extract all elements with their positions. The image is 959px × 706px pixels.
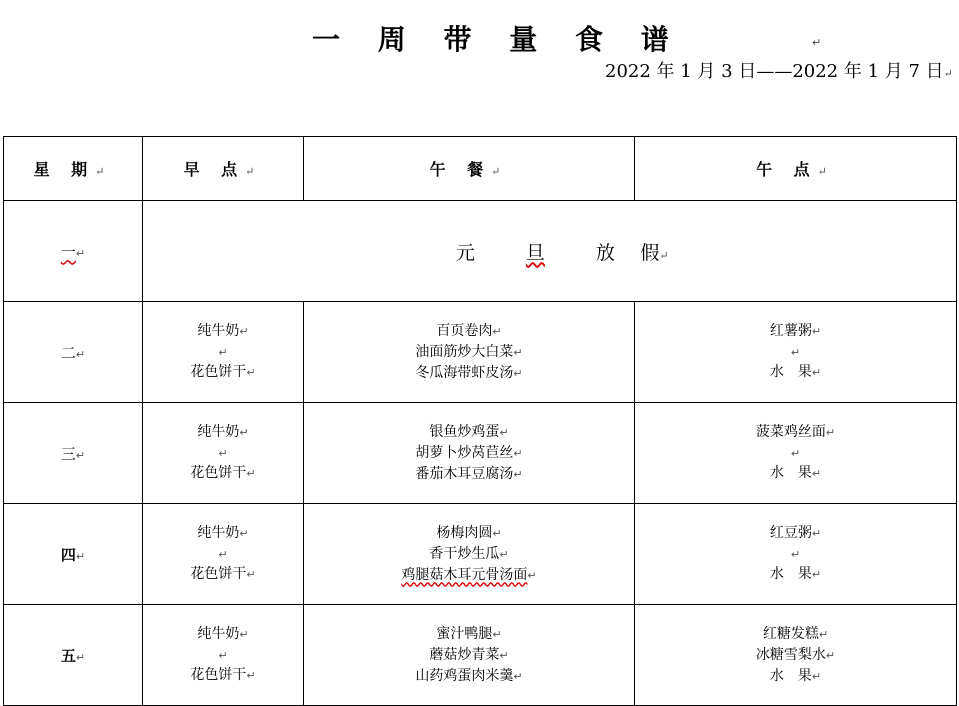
snack-cell: 红豆粥↵ ↵ 水 果↵ — [635, 504, 957, 605]
menu-item: 水 果 — [769, 667, 812, 684]
menu-item: 水 果 — [769, 364, 812, 380]
date-line — [605, 57, 953, 83]
menu-item: 水 果 — [769, 566, 812, 582]
menu-item: 菠菜鸡丝面 — [755, 424, 826, 440]
lunch-cell: 银鱼炒鸡蛋↵ 胡萝卜炒莴苣丝↵ 番茄木耳豆腐汤↵ — [304, 403, 635, 504]
menu-item: 纯牛奶 — [197, 424, 240, 440]
day-cell: 五↵ — [4, 605, 143, 706]
table-row — [4, 302, 957, 403]
header-breakfast: 早 点↵ — [143, 137, 304, 201]
holiday-char: 放 — [595, 241, 615, 264]
table-row — [4, 403, 957, 504]
table-row — [4, 504, 957, 605]
menu-item: 水 果 — [769, 465, 812, 481]
menu-table — [3, 136, 957, 706]
menu-item: 冰糖雪梨水 — [755, 646, 826, 663]
day-label: 三 — [60, 444, 76, 463]
header-lunch: 午 餐↵ — [304, 137, 635, 201]
day-label: 四 — [60, 545, 76, 564]
paragraph-mark: ↵ — [812, 36, 822, 49]
menu-item: 香干炒生瓜 — [429, 545, 500, 562]
menu-item: 胡萝卜炒莴苣丝 — [415, 444, 514, 461]
menu-item: 花色饼干 — [190, 465, 247, 481]
snack-cell: 红糖发糕↵ 冰糖雪梨水↵ 水 果↵ — [635, 605, 957, 706]
snack-cell: 红薯粥↵ ↵ 水 果↵ — [635, 302, 957, 403]
breakfast-cell: 纯牛奶↵ ↵ 花色饼干↵ — [143, 605, 304, 706]
menu-item: 银鱼炒鸡蛋 — [429, 423, 500, 440]
holiday-char: 元 — [455, 241, 475, 264]
date-range: 2022 年 1 月 3 日——2022 年 1 月 7 日 — [605, 61, 944, 82]
menu-item: 番茄木耳豆腐汤 — [415, 465, 514, 482]
day-cell: 三↵ — [4, 403, 143, 504]
page-title: 一 周 带 量 食 谱 — [312, 23, 683, 56]
menu-item: 纯牛奶 — [197, 323, 240, 339]
menu-item: 杨梅肉圆 — [436, 524, 493, 541]
menu-item: 山药鸡蛋肉米羹 — [415, 667, 514, 684]
menu-item: 花色饼干 — [190, 566, 247, 582]
menu-item: 油面筋炒大白菜 — [415, 343, 514, 360]
header-lunch-label: 午 餐 — [429, 160, 492, 179]
day-cell: 一↵ — [4, 201, 143, 302]
breakfast-cell: 纯牛奶↵ ↵ 花色饼干↵ — [143, 504, 304, 605]
lunch-cell: 杨梅肉圆↵ 香干炒生瓜↵ 鸡腿菇木耳元骨汤面↵ — [304, 504, 635, 605]
menu-item: 花色饼干 — [190, 667, 247, 683]
day-label: 五 — [60, 646, 76, 665]
table-row — [4, 605, 957, 706]
header-breakfast-label: 早 点 — [183, 160, 246, 179]
header-row — [4, 137, 957, 201]
table-row — [4, 201, 957, 302]
menu-item: 蜜汁鸭腿 — [436, 625, 493, 642]
day-label: 一 — [60, 242, 76, 261]
header-snack-label: 午 点 — [756, 160, 818, 179]
holiday-cell: 元 旦 放 假↵ — [143, 201, 957, 302]
day-cell: 四↵ — [4, 504, 143, 605]
menu-item: 红豆粥 — [769, 525, 812, 541]
snack-cell: 菠菜鸡丝面↵ ↵ 水 果↵ — [635, 403, 957, 504]
header-day-label: 星 期 — [33, 160, 96, 179]
day-label: 二 — [60, 343, 76, 362]
header-day: 星 期↵ — [4, 137, 143, 201]
day-cell: 二↵ — [4, 302, 143, 403]
menu-item: 蘑菇炒青菜 — [429, 646, 500, 663]
lunch-cell: 百页卷肉↵ 油面筋炒大白菜↵ 冬瓜海带虾皮汤↵ — [304, 302, 635, 403]
menu-item: 纯牛奶 — [197, 626, 240, 642]
menu-item: 纯牛奶 — [197, 525, 240, 541]
paragraph-mark: ↵ — [943, 67, 953, 80]
menu-item: 冬瓜海带虾皮汤 — [415, 364, 514, 381]
breakfast-cell: 纯牛奶↵ ↵ 花色饼干↵ — [143, 403, 304, 504]
menu-item: 百页卷肉 — [436, 322, 493, 339]
lunch-cell: 蜜汁鸭腿↵ 蘑菇炒青菜↵ 山药鸡蛋肉米羹↵ — [304, 605, 635, 706]
header-snack: 午 点↵ — [635, 137, 957, 201]
menu-item: 鸡腿菇木耳元骨汤面 — [401, 566, 528, 583]
holiday-char: 旦 — [525, 241, 545, 264]
menu-item: 红糖发糕 — [762, 625, 819, 642]
holiday-char: 假 — [640, 241, 660, 264]
breakfast-cell: 纯牛奶↵ ↵ 花色饼干↵ — [143, 302, 304, 403]
menu-item: 红薯粥 — [769, 323, 812, 339]
menu-item: 花色饼干 — [190, 364, 247, 380]
